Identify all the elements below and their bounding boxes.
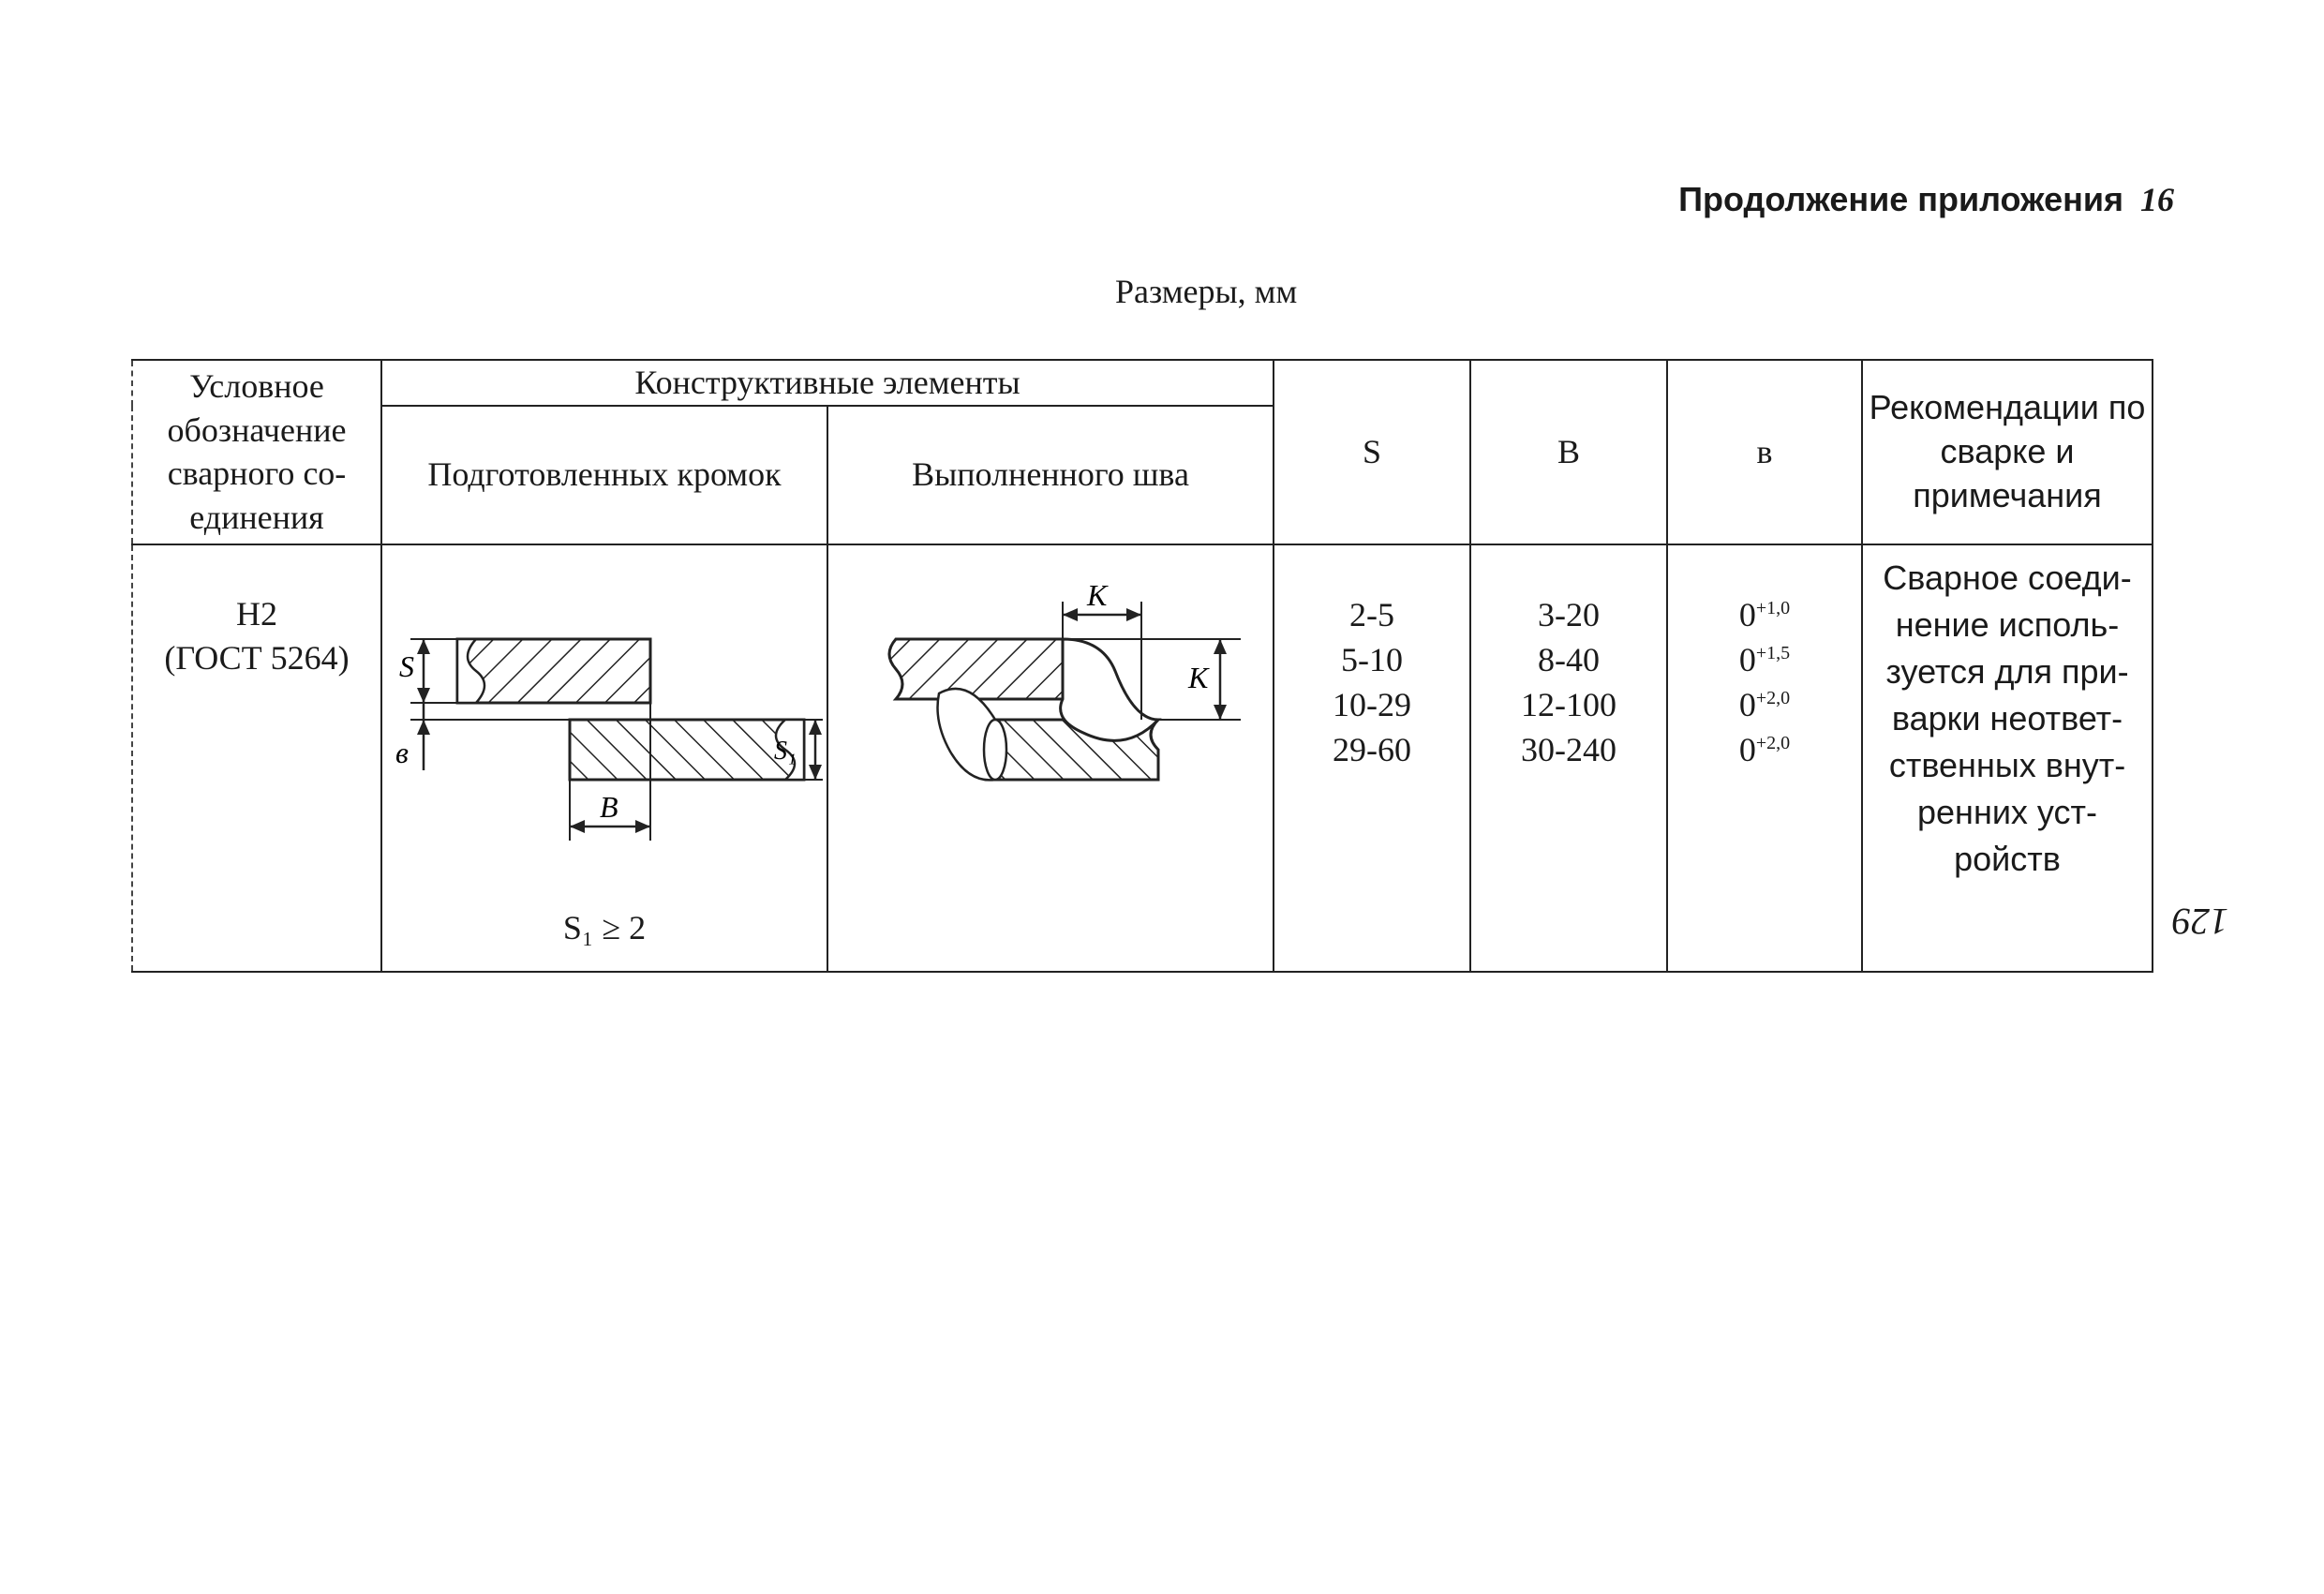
designation-standard: (ГОСТ 5264) [164, 638, 350, 677]
weld-fillet [1061, 639, 1158, 740]
dim-B-label: B [600, 789, 618, 824]
dim-k-top-label: K [1087, 577, 1108, 612]
header-welded-seam: Выполненного шва [827, 406, 1274, 544]
B-value: 30-240 [1521, 730, 1617, 768]
b-value: $0^{+1,5}$ [1738, 640, 1791, 678]
B-values-cell [1470, 544, 1667, 972]
b-value: $0^{+1,0}$ [1738, 595, 1791, 633]
B-value: 3-20 [1538, 595, 1601, 633]
welded-seam-drawing [828, 545, 1274, 971]
continuation-label: Продолжение приложения [1678, 180, 2123, 218]
designation-code: Н2 [236, 594, 277, 633]
dim-b-label: в [395, 735, 409, 769]
s-value: 5-10 [1341, 640, 1404, 678]
dim-s-label: S [399, 648, 414, 683]
header-s: S [1274, 360, 1470, 544]
upper-plate [457, 639, 650, 703]
B-value: 8-40 [1538, 640, 1601, 678]
header-B: B [1470, 360, 1667, 544]
lower-plate [570, 720, 804, 780]
designation-cell [132, 544, 381, 972]
header-elements: Конструктивные элементы [381, 360, 1274, 406]
appendix-number: 16 [2140, 181, 2174, 218]
b-value: $0^{+2,0}$ [1738, 685, 1791, 723]
header-designation: Условное обозначение сварного со- единения [132, 360, 381, 544]
header-prepared-edges: Подготовленных кромок [381, 406, 827, 544]
s-values-cell [1274, 544, 1470, 972]
b-value: $0^{+2,0}$ [1738, 730, 1791, 768]
header-recommendations: Рекомендации по сварке и примечания [1862, 360, 2153, 544]
weld-spec-table [131, 359, 2153, 973]
dim-s1-label: S₁ [774, 736, 797, 766]
upper-plate [889, 639, 1063, 699]
s-value: 29-60 [1333, 730, 1412, 768]
B-value: 12-100 [1521, 685, 1617, 723]
side-page-number: 129 [2172, 901, 2228, 943]
s-value: 10-29 [1333, 685, 1412, 723]
prepared-edges-drawing-cell [381, 544, 827, 972]
recommendation-cell: Сварное соеди- нение исполь- зуется для при- варки неответ- ственных внут- ренних уст- ройств [1862, 544, 2153, 972]
condition-s1: S₁ ≥ 2 [562, 909, 647, 946]
dimensions-caption: Размеры, мм [1115, 273, 1298, 310]
continuation-header [1678, 180, 2174, 219]
dim-k-side-label: K [1188, 660, 1209, 694]
header-b: в [1667, 360, 1862, 544]
b-values-cell [1667, 544, 1862, 972]
welded-seam-drawing-cell [827, 544, 1274, 972]
s-value: 2-5 [1349, 595, 1395, 633]
